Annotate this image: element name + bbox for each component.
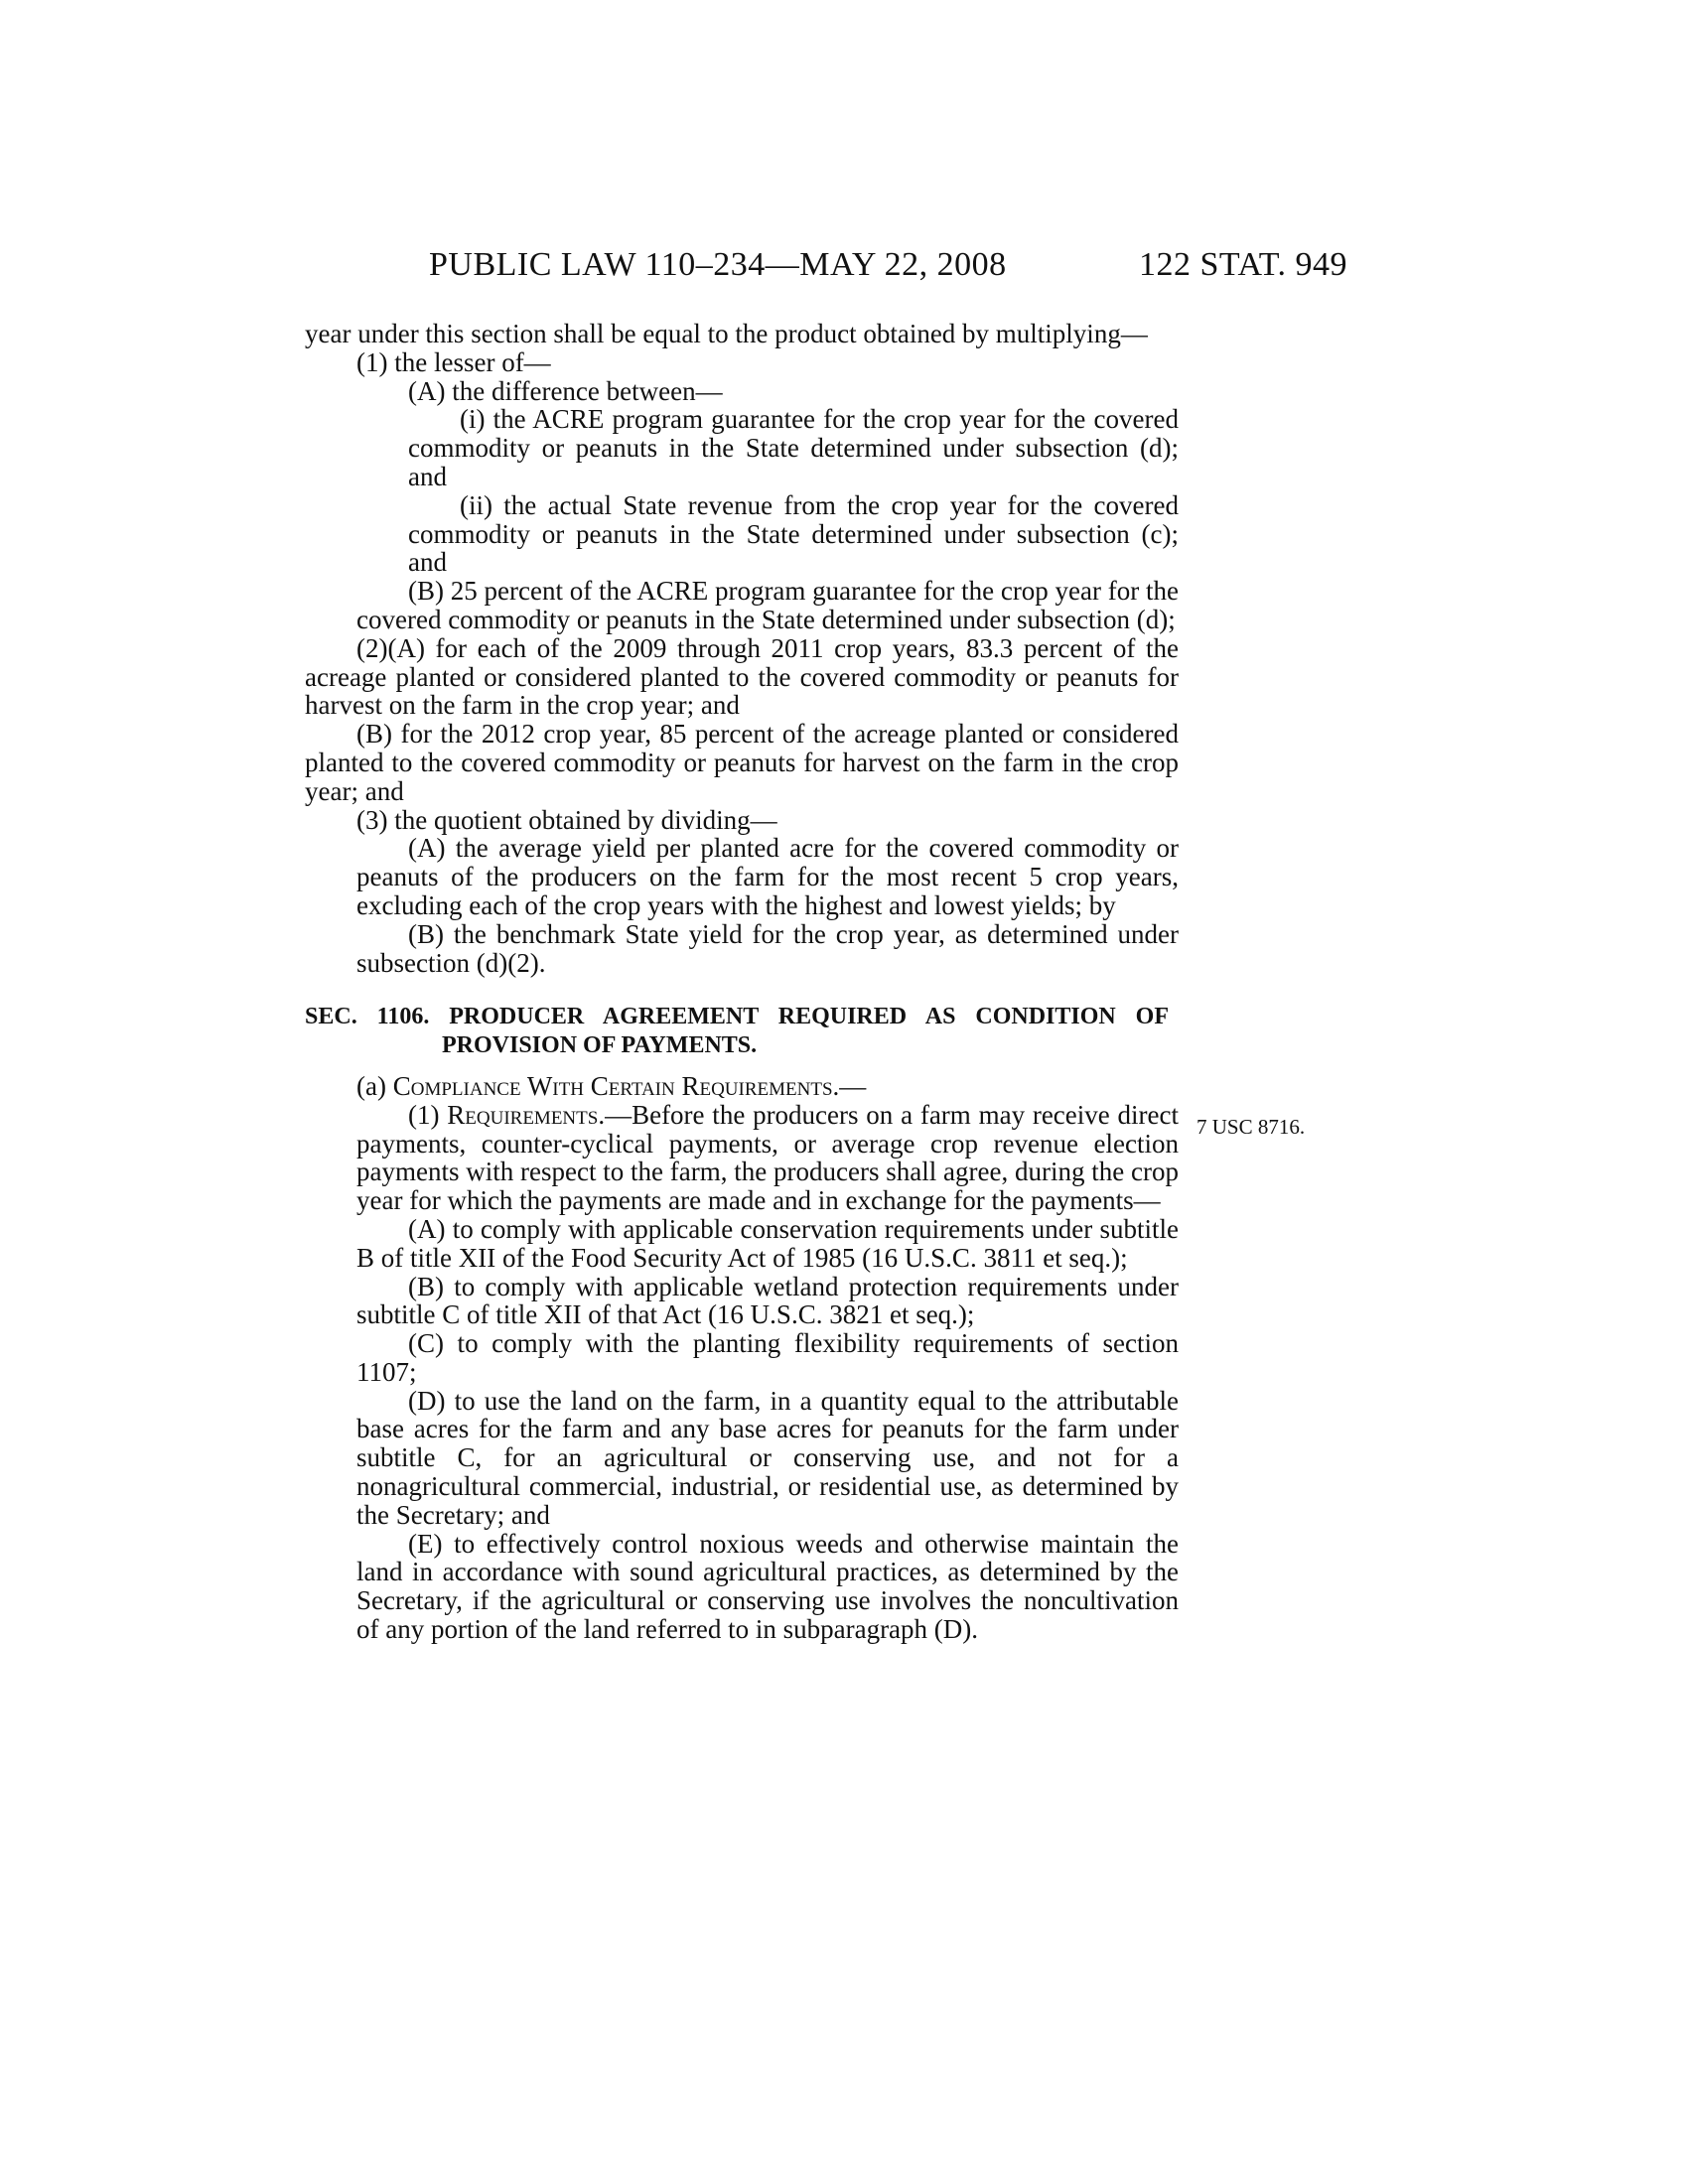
clause-i-acre-guarantee: (i) the ACRE program guarantee for the crop year for the covered commodity or peanuts in the State determined under subsection (d); and — [408, 404, 1179, 491]
paragraph-1-lesser-of: (1) the lesser of— — [356, 346, 551, 377]
subsection-a-prefix: (a) — [356, 1070, 393, 1101]
paragraph-continuation: year under this section shall be equal to the product obtained by multiplying— — [305, 319, 1148, 348]
paragraph-3a-average-yield: (A) the average yield per planted acre for the covered commodity or peanuts of the producers on the farm for the most recent 5 crop years, excluding each of the crop years with the highest and lowest yields; by — [356, 833, 1179, 920]
item-e-noxious-weeds: (E) to effectively control noxious weeds and otherwise maintain the land in accordance with sound agricultural practices, as determined by the Secretary, if the agricultural or conserving use involves the noncultivation of any portion of the land referred to in subparagraph (D). — [356, 1528, 1179, 1645]
item-d-land-use: (D) to use the land on the farm, in a quantity equal to the attributable base acres for the farm and any base acres for peanuts for the farm under subtitle C, for an agricultural or conserving use, and not for a nonagricultural commercial, industrial, or residential use, as determined by the Secretary; and — [356, 1385, 1179, 1530]
paragraph-2a-acreage: (2)(A) for each of the 2009 through 2011 crop years, 83.3 percent of the acreage planted or considered planted to the covered commodity or peanuts for harvest on the farm in the crop year; and — [305, 632, 1179, 721]
page-header — [0, 246, 1688, 286]
item-c-planting-flexibility: (C) to comply with the planting flexibility requirements of section 1107; — [356, 1328, 1179, 1387]
paragraph-1b-25-percent: (B) 25 percent of the ACRE program guarantee for the crop year for the covered commodity or peanuts in the State determined under subsection (d); — [356, 576, 1179, 634]
requirements-prefix: (1) — [408, 1099, 448, 1130]
requirements-text: —Before the producers on a farm may receive direct payments, counter-cyclical payments, or average crop revenue election payments with respect to the farm, the producers shall agree, during the crop year for which the payments are made and in exchange for the payments— — [356, 1099, 1180, 1216]
subsection-a-heading — [305, 1072, 1179, 1101]
item-a-conservation: (A) to comply with applicable conservation requirements under subtitle B of title XII of the Food Security Act of 1985 (16 U.S.C. 3811 et seq.); — [356, 1213, 1179, 1273]
item-b-wetland: (B) to comply with applicable wetland protection requirements under subtitle C of title XII of that Act (16 U.S.C. 3821 et seq.); — [356, 1271, 1179, 1330]
document-body — [305, 320, 1179, 1644]
header-title: PUBLIC LAW 110–234—MAY 22, 2008 — [429, 246, 1007, 283]
paragraph-2b-acreage: (B) for the 2012 crop year, 85 percent of the acreage planted or considered planted to the covered commodity or peanuts for harvest on the farm in the crop year; and — [305, 719, 1179, 806]
header-stat-page: 122 STAT. 949 — [1139, 246, 1347, 283]
requirements-title: Requirements. — [447, 1099, 606, 1130]
paragraph-3-quotient: (3) the quotient obtained by dividing— — [356, 804, 777, 835]
paragraph-3b-benchmark-yield: (B) the benchmark State yield for the crop year, as determined under subsection (d)(2). — [356, 918, 1179, 978]
paragraph-1a-difference: (A) the difference between— — [408, 375, 723, 406]
subsection-a-title: Compliance With Certain Requirements. — [392, 1070, 840, 1101]
requirements-paragraph — [305, 1101, 1179, 1215]
margin-citation: 7 USC 8716. — [1196, 1115, 1306, 1139]
clause-ii-actual-revenue: (ii) the actual State revenue from the crop year for the covered commodity or peanuts in the State determined under subsection (c); and — [408, 489, 1179, 578]
subsection-a-dash: — — [839, 1070, 867, 1101]
section-heading: SEC. 1106. PRODUCER AGREEMENT REQUIRED AS CONDITION OF PROVISION OF PAYMENTS. — [305, 1004, 1169, 1059]
